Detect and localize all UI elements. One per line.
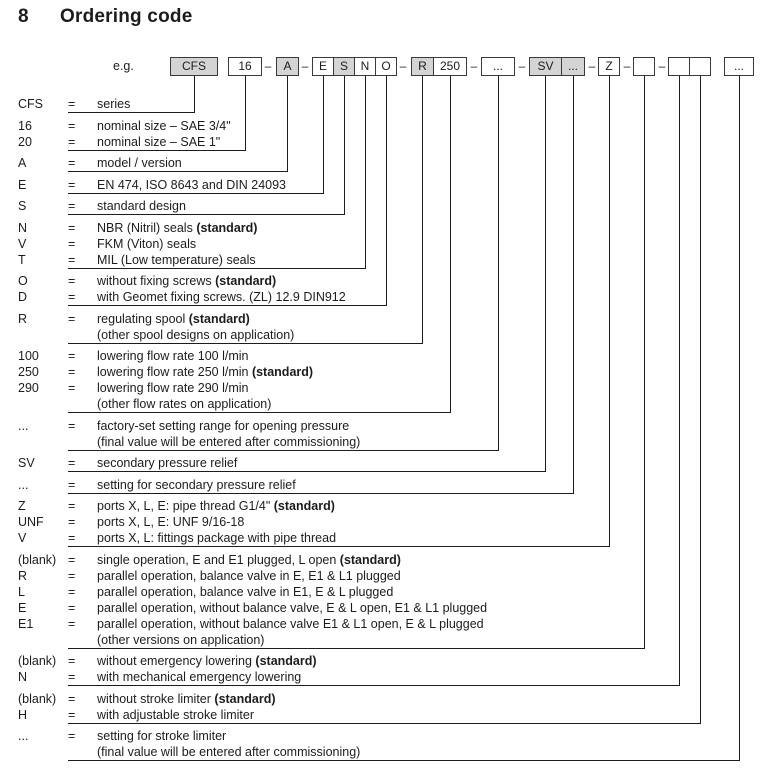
equals-sign: = <box>68 515 76 529</box>
legend-row <box>0 418 763 434</box>
equals-sign: = <box>68 97 76 111</box>
legend-row <box>0 311 763 327</box>
equals-sign: = <box>68 135 76 149</box>
legend-row <box>0 530 763 546</box>
equals-sign: = <box>68 670 76 684</box>
legend-row-note <box>0 744 763 760</box>
legend-row <box>0 252 763 268</box>
code-separator-dash: – <box>658 59 666 73</box>
legend-description <box>97 252 256 268</box>
code-box-e: E <box>312 57 334 76</box>
equals-sign: = <box>68 456 76 470</box>
legend-description-text: secondary pressure relief <box>97 456 238 470</box>
legend-description-text: (other versions on application) <box>97 633 265 647</box>
legend-description <box>97 198 186 214</box>
legend-row <box>0 220 763 236</box>
equals-sign: = <box>68 601 76 615</box>
legend-description-text: parallel operation, balance valve in E1, E & L plugged <box>97 585 394 599</box>
equals-sign: = <box>68 419 76 433</box>
equals-sign: = <box>68 312 76 326</box>
equals-sign: = <box>68 729 76 743</box>
legend-code: SV <box>18 456 35 470</box>
legend-description-bold: (standard) <box>214 692 276 706</box>
legend-row <box>0 348 763 364</box>
code-box-cfs: CFS <box>170 57 218 76</box>
code-separator-dash: – <box>518 59 526 73</box>
legend-row <box>0 691 763 707</box>
legend-description <box>97 568 401 584</box>
code-box-sv: SV <box>529 57 562 76</box>
legend-description-text: without fixing screws <box>97 274 216 288</box>
legend-description-bold: (standard) <box>273 499 335 513</box>
legend-description-text: NBR (Nitril) seals <box>97 221 197 235</box>
legend-code: CFS <box>18 97 43 111</box>
legend-row <box>0 96 763 112</box>
legend-row <box>0 616 763 632</box>
equals-sign: = <box>68 119 76 133</box>
code-box-n: N <box>354 57 376 76</box>
legend-description <box>97 434 360 450</box>
legend-description-text: nominal size – SAE 3/4" <box>97 119 231 133</box>
legend-description <box>97 498 335 514</box>
legend-description <box>97 348 248 364</box>
legend-description <box>97 177 286 193</box>
legend-description <box>97 669 301 685</box>
legend-code: S <box>18 199 27 213</box>
legend-row <box>0 600 763 616</box>
legend-code: N <box>18 221 28 235</box>
legend-description <box>97 236 196 252</box>
legend-description-bold: (standard) <box>339 553 401 567</box>
code-separator-dash: – <box>623 59 631 73</box>
legend-description-text: standard design <box>97 199 186 213</box>
code-box-dots: ... <box>561 57 585 76</box>
legend-description-text: setting for secondary pressure relief <box>97 478 296 492</box>
legend-description-text: with mechanical emergency lowering <box>97 670 302 684</box>
legend-description-text: parallel operation, balance valve in E, E1 & L1 plugged <box>97 569 401 583</box>
legend-code: 16 <box>18 119 32 133</box>
legend-code: L <box>18 585 25 599</box>
legend-description-text: (final value will be entered after commissioning) <box>97 745 361 759</box>
code-separator-dash: – <box>588 59 596 73</box>
legend-description-text: parallel operation, without balance valve E1 & L1 open, E & L plugged <box>97 617 484 631</box>
legend-code: R <box>18 569 28 583</box>
equals-sign: = <box>68 553 76 567</box>
legend-code: O <box>18 274 28 288</box>
equals-sign: = <box>68 708 76 722</box>
legend-description-text: lowering flow rate 100 l/min <box>97 349 249 363</box>
legend-description-text: series <box>97 97 131 111</box>
legend-code: (blank) <box>18 553 57 567</box>
code-box-s: S <box>333 57 355 76</box>
code-box-250: 250 <box>433 57 467 76</box>
legend-description <box>97 707 254 723</box>
legend-code: UNF <box>18 515 44 529</box>
legend-row <box>0 455 763 471</box>
legend-description <box>97 691 276 707</box>
legend-description <box>97 530 336 546</box>
legend-code: E <box>18 601 27 615</box>
legend-row <box>0 236 763 252</box>
legend-description-text: lowering flow rate 250 l/min <box>97 365 252 379</box>
legend-code: T <box>18 253 26 267</box>
legend-row <box>0 380 763 396</box>
code-box-dots: ... <box>724 57 754 76</box>
legend-description <box>97 118 231 134</box>
legend-description <box>97 380 248 396</box>
legend-row-note <box>0 434 763 450</box>
legend-description <box>97 134 220 150</box>
legend-code: A <box>18 156 27 170</box>
legend-code: (blank) <box>18 654 57 668</box>
legend-description <box>97 364 313 380</box>
legend-description-text: parallel operation, without balance valve, E & L open, E1 & L1 plugged <box>97 601 488 615</box>
legend-code: 290 <box>18 381 39 395</box>
legend-description-bold: (standard) <box>196 221 258 235</box>
code-separator-dash: – <box>301 59 309 73</box>
legend-description-text: lowering flow rate 290 l/min <box>97 381 249 395</box>
legend-row <box>0 118 763 134</box>
legend-description-text: (final value will be entered after commissioning) <box>97 435 361 449</box>
code-separator-dash: – <box>264 59 272 73</box>
legend-description-text: ports X, L: fittings package with pipe thread <box>97 531 337 545</box>
legend-description-text: model / version <box>97 156 182 170</box>
legend-description <box>97 653 317 669</box>
equals-sign: = <box>68 221 76 235</box>
legend-code: H <box>18 708 28 722</box>
legend-code: 250 <box>18 365 39 379</box>
equals-sign: = <box>68 569 76 583</box>
legend-code: E <box>18 178 27 192</box>
legend-code: ... <box>18 729 29 743</box>
code-box-blank <box>689 57 711 76</box>
equals-sign: = <box>68 199 76 213</box>
equals-sign: = <box>68 478 76 492</box>
equals-sign: = <box>68 156 76 170</box>
equals-sign: = <box>68 274 76 288</box>
legend-description <box>97 616 484 632</box>
legend-row <box>0 134 763 150</box>
legend-description-text: nominal size – SAE 1" <box>97 135 221 149</box>
code-box-dots: ... <box>481 57 515 76</box>
legend-code: N <box>18 670 28 684</box>
code-box-o: O <box>375 57 397 76</box>
legend-description-text: without stroke limiter <box>97 692 215 706</box>
legend-description <box>97 552 401 568</box>
legend-description <box>97 744 360 760</box>
legend-description-text: (other spool designs on application) <box>97 328 295 342</box>
legend-description <box>97 584 393 600</box>
code-separator-dash: – <box>470 59 478 73</box>
equals-sign: = <box>68 499 76 513</box>
legend-description-bold: (standard) <box>251 365 314 379</box>
legend-code: ... <box>18 478 29 492</box>
legend-description <box>97 273 276 289</box>
legend-row <box>0 177 763 193</box>
legend-row <box>0 707 763 723</box>
legend-code: (blank) <box>18 692 57 706</box>
code-box-z: Z <box>598 57 620 76</box>
section-number: 8 <box>18 6 29 27</box>
legend-code: D <box>18 290 28 304</box>
equals-sign: = <box>68 178 76 192</box>
equals-sign: = <box>68 237 76 251</box>
code-box-r: R <box>411 57 434 76</box>
legend-code: Z <box>18 499 26 513</box>
legend-description-bold: (standard) <box>215 274 277 288</box>
legend-code: 100 <box>18 349 39 363</box>
equals-sign: = <box>68 531 76 545</box>
legend-code: E1 <box>18 617 34 631</box>
legend-description-text: with Geomet fixing screws. (ZL) 12.9 DIN912 <box>97 290 346 304</box>
legend-code: R <box>18 312 28 326</box>
legend-description <box>97 477 296 493</box>
code-box-blank <box>668 57 690 76</box>
equals-sign: = <box>68 290 76 304</box>
legend-code: ... <box>18 419 29 433</box>
section-heading <box>18 6 192 28</box>
legend-code: 20 <box>18 135 32 149</box>
legend-description-text: ports X, L, E: UNF 9/16-18 <box>97 515 245 529</box>
legend-row-note <box>0 327 763 343</box>
legend-row <box>0 498 763 514</box>
legend-description <box>97 220 257 236</box>
legend-code: V <box>18 237 27 251</box>
equals-sign: = <box>68 617 76 631</box>
legend-description <box>97 728 226 744</box>
legend-description-text: setting for stroke limiter <box>97 729 227 743</box>
legend-description <box>97 632 264 648</box>
legend-row <box>0 552 763 568</box>
legend-row <box>0 568 763 584</box>
code-box-blank <box>633 57 655 76</box>
legend-description <box>97 311 250 327</box>
legend-description-bold: (standard) <box>188 312 250 326</box>
legend-description-text: factory-set setting range for opening pressure <box>97 419 350 433</box>
legend-description <box>97 155 182 171</box>
legend-description <box>97 455 237 471</box>
legend-description <box>97 514 244 530</box>
page-title: Ordering code <box>60 6 193 27</box>
legend-description-text: (other flow rates on application) <box>97 397 272 411</box>
legend-row <box>0 477 763 493</box>
legend-description-bold: (standard) <box>255 654 317 668</box>
legend-row <box>0 669 763 685</box>
legend-description <box>97 600 487 616</box>
legend-description-text: without emergency lowering <box>97 654 256 668</box>
legend-description-text: single operation, E and E1 plugged, L open <box>97 553 340 567</box>
legend-row <box>0 289 763 305</box>
code-separator-dash: – <box>399 59 407 73</box>
legend-description <box>97 289 346 305</box>
legend-description-text: EN 474, ISO 8643 and DIN 24093 <box>97 178 287 192</box>
legend-code: V <box>18 531 27 545</box>
legend-description <box>97 396 271 412</box>
equals-sign: = <box>68 365 76 379</box>
legend-row <box>0 364 763 380</box>
legend-row <box>0 653 763 669</box>
legend-row <box>0 584 763 600</box>
legend-description-text: regulating spool <box>97 312 189 326</box>
code-box-a: A <box>276 57 299 76</box>
code-box-16: 16 <box>228 57 262 76</box>
legend-description <box>97 418 349 434</box>
legend-row <box>0 155 763 171</box>
legend-description <box>97 327 294 343</box>
legend-description-text: ports X, L, E: pipe thread G1/4" <box>97 499 274 513</box>
legend-description-text: MIL (Low temperature) seals <box>97 253 256 267</box>
equals-sign: = <box>68 349 76 363</box>
legend-row <box>0 514 763 530</box>
legend-description-text: with adjustable stroke limiter <box>97 708 255 722</box>
legend-row <box>0 728 763 744</box>
equals-sign: = <box>68 253 76 267</box>
legend-row-note <box>0 396 763 412</box>
equals-sign: = <box>68 654 76 668</box>
legend-description <box>97 96 130 112</box>
equals-sign: = <box>68 692 76 706</box>
legend-description-text: FKM (Viton) seals <box>97 237 197 251</box>
example-label: e.g. <box>113 59 134 73</box>
equals-sign: = <box>68 381 76 395</box>
equals-sign: = <box>68 585 76 599</box>
legend-row-note <box>0 632 763 648</box>
legend-row <box>0 273 763 289</box>
legend-row <box>0 198 763 214</box>
